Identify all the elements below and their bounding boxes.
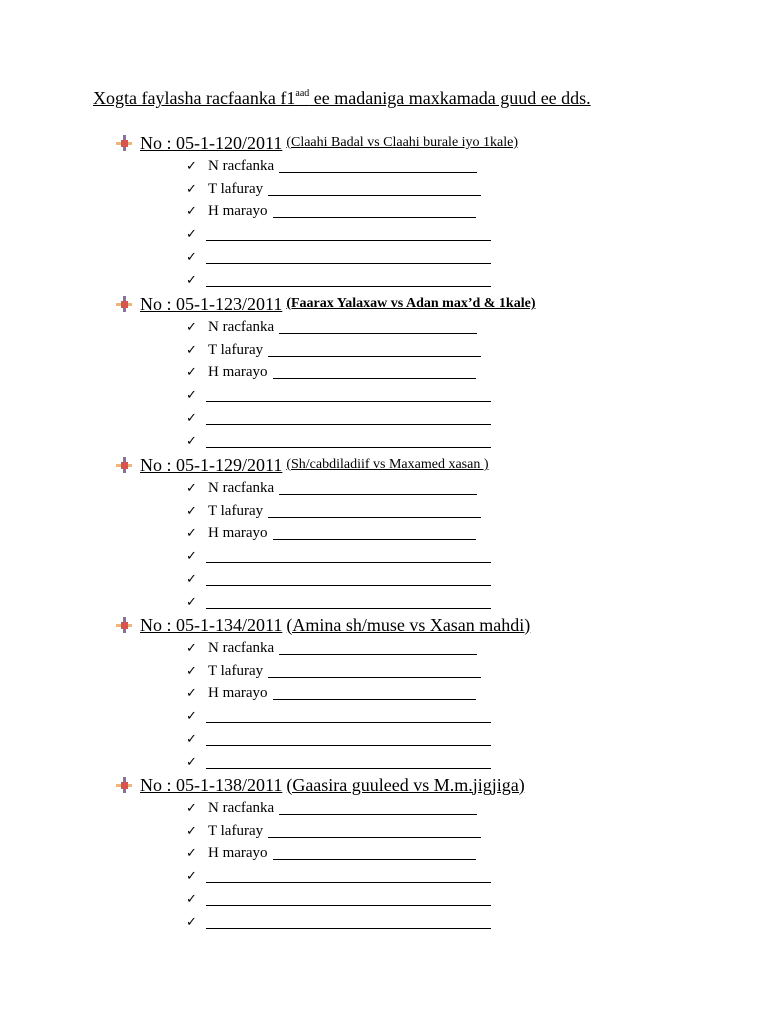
list-item xyxy=(186,591,716,614)
list-item xyxy=(186,384,716,407)
case-heading xyxy=(116,292,716,316)
checkmark-icon: ✓ xyxy=(186,754,197,770)
checkmark-icon: ✓ xyxy=(186,846,197,862)
case-heading xyxy=(116,613,716,637)
list-item xyxy=(186,911,716,934)
list-item xyxy=(186,523,716,546)
cross-bullet-icon xyxy=(116,457,132,473)
blank-line xyxy=(279,160,477,173)
list-item xyxy=(186,178,716,201)
blank-line xyxy=(268,183,481,196)
checkmark-icon: ✓ xyxy=(186,250,197,266)
field-label-t: T lafuray xyxy=(208,502,264,519)
list-item xyxy=(186,500,716,523)
blank-line xyxy=(279,321,477,334)
list-item xyxy=(186,316,716,339)
checkmark-icon: ✓ xyxy=(186,433,197,449)
case-number: No : 05-1-138/2011 xyxy=(140,774,283,795)
title-text-rest: ee madaniga maxkamada guud ee dds. xyxy=(309,88,591,108)
checkmark-icon: ✓ xyxy=(186,594,197,610)
checkmark-icon: ✓ xyxy=(186,319,197,335)
list-item xyxy=(186,223,716,246)
list-item xyxy=(186,545,716,568)
list-item xyxy=(186,568,716,591)
blank-line xyxy=(206,573,491,586)
list-item xyxy=(186,407,716,430)
blank-line xyxy=(279,482,477,495)
list-item xyxy=(186,339,716,362)
cross-bullet-icon xyxy=(116,617,132,633)
case-field-list xyxy=(116,637,716,774)
blank-line xyxy=(273,687,476,700)
checkmark-icon: ✓ xyxy=(186,686,197,702)
checkmark-icon: ✓ xyxy=(186,526,197,542)
blank-line xyxy=(268,825,481,838)
checkmark-icon: ✓ xyxy=(186,342,197,358)
list-item xyxy=(186,820,716,843)
case-field-list xyxy=(116,155,716,292)
blank-line xyxy=(206,251,491,264)
list-item xyxy=(186,888,716,911)
field-label-n: N racfanka xyxy=(208,318,275,335)
blank-line xyxy=(206,870,491,883)
field-label-n: N racfanka xyxy=(208,639,275,656)
list-item xyxy=(186,843,716,866)
list-item xyxy=(186,155,716,178)
list-item xyxy=(186,797,716,820)
checkmark-icon: ✓ xyxy=(186,181,197,197)
blank-line xyxy=(279,642,477,655)
field-label-t: T lafuray xyxy=(208,822,264,839)
checkmark-icon: ✓ xyxy=(186,823,197,839)
checkmark-icon: ✓ xyxy=(186,272,197,288)
blank-line xyxy=(206,916,491,929)
list-item xyxy=(186,362,716,385)
cross-bullet-icon xyxy=(116,777,132,793)
checkmark-icon: ✓ xyxy=(186,480,197,496)
blank-line xyxy=(268,665,481,678)
list-item xyxy=(186,865,716,888)
blank-line xyxy=(273,847,476,860)
blank-line xyxy=(279,802,477,815)
title-text: Xogta faylasha racfaanka f1 xyxy=(93,88,296,108)
case-heading xyxy=(116,453,716,477)
checkmark-icon: ✓ xyxy=(186,800,197,816)
blank-line xyxy=(206,389,491,402)
case-number: No : 05-1-129/2011 xyxy=(140,454,283,475)
checkmark-icon: ✓ xyxy=(186,158,197,174)
checkmark-icon: ✓ xyxy=(186,732,197,748)
blank-line xyxy=(206,596,491,609)
blank-line xyxy=(206,435,491,448)
case-number: No : 05-1-134/2011 xyxy=(140,614,283,635)
checkmark-icon: ✓ xyxy=(186,572,197,588)
field-label-t: T lafuray xyxy=(208,180,264,197)
checkmark-icon: ✓ xyxy=(186,549,197,565)
checkmark-icon: ✓ xyxy=(186,640,197,656)
checkmark-icon: ✓ xyxy=(186,204,197,220)
blank-line xyxy=(206,550,491,563)
checkmark-icon: ✓ xyxy=(186,503,197,519)
case-parties: (Gaasira guuleed vs M.m.jigjiga) xyxy=(286,774,525,795)
list-item xyxy=(186,201,716,224)
field-label-n: N racfanka xyxy=(208,479,275,496)
title-superscript: aad xyxy=(295,88,310,99)
list-item xyxy=(186,430,716,453)
checkmark-icon: ✓ xyxy=(186,663,197,679)
blank-line xyxy=(206,412,491,425)
list-item xyxy=(186,477,716,500)
list-item xyxy=(186,246,716,269)
field-label-n: N racfanka xyxy=(208,157,275,174)
case-entry xyxy=(116,292,716,453)
case-entry xyxy=(116,131,716,292)
field-label-h: H marayo xyxy=(208,845,268,862)
list-item xyxy=(186,660,716,683)
list-item xyxy=(186,683,716,706)
case-entry xyxy=(116,773,716,934)
case-field-list xyxy=(116,316,716,453)
cross-bullet-icon xyxy=(116,296,132,312)
field-label-t: T lafuray xyxy=(208,341,264,358)
checkmark-icon: ✓ xyxy=(186,709,197,725)
field-label-h: H marayo xyxy=(208,685,268,702)
checkmark-icon: ✓ xyxy=(186,227,197,243)
field-label-n: N racfanka xyxy=(208,799,275,816)
list-item xyxy=(186,705,716,728)
case-parties: (Claahi Badal vs Claahi burale iyo 1kale) xyxy=(286,135,519,150)
blank-line xyxy=(206,893,491,906)
blank-line xyxy=(273,527,476,540)
field-label-h: H marayo xyxy=(208,203,268,220)
list-item xyxy=(186,751,716,774)
checkmark-icon: ✓ xyxy=(186,914,197,930)
checkmark-icon: ✓ xyxy=(186,411,197,427)
blank-line xyxy=(268,505,481,518)
checkmark-icon: ✓ xyxy=(186,388,197,404)
blank-line xyxy=(206,274,491,287)
blank-line xyxy=(273,205,476,218)
case-parties: (Amina sh/muse vs Xasan mahdi) xyxy=(286,614,531,635)
case-entry xyxy=(116,453,716,614)
blank-line xyxy=(206,733,491,746)
checkmark-icon: ✓ xyxy=(186,892,197,908)
case-parties: (Sh/cabdiladiif vs Maxamed xasan ) xyxy=(286,457,489,472)
list-item xyxy=(186,637,716,660)
page-title xyxy=(93,88,591,109)
case-number: No : 05-1-123/2011 xyxy=(140,293,283,314)
blank-line xyxy=(206,710,491,723)
field-label-h: H marayo xyxy=(208,364,268,381)
blank-line xyxy=(268,344,481,357)
case-parties: (Faarax Yalaxaw vs Adan max’d & 1kale) xyxy=(286,296,536,311)
blank-line xyxy=(273,366,476,379)
blank-line xyxy=(206,228,491,241)
cross-bullet-icon xyxy=(116,135,132,151)
checkmark-icon: ✓ xyxy=(186,365,197,381)
case-field-list xyxy=(116,797,716,934)
field-label-t: T lafuray xyxy=(208,662,264,679)
case-number: No : 05-1-120/2011 xyxy=(140,132,283,153)
checkmark-icon: ✓ xyxy=(186,869,197,885)
list-item xyxy=(186,728,716,751)
case-heading xyxy=(116,773,716,797)
case-field-list xyxy=(116,477,716,614)
case-heading xyxy=(116,131,716,155)
list-item xyxy=(186,269,716,292)
blank-line xyxy=(206,756,491,769)
field-label-h: H marayo xyxy=(208,525,268,542)
case-entry xyxy=(116,613,716,774)
